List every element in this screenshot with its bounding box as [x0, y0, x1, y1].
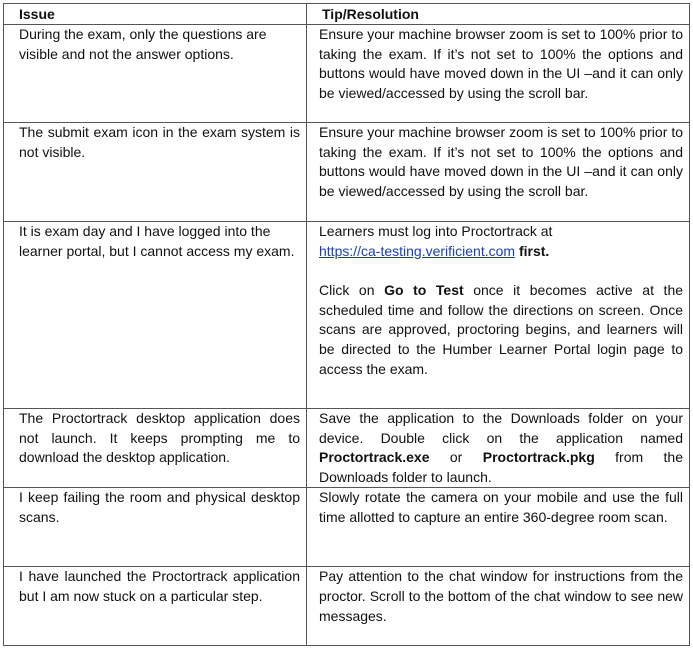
tip-text: Ensure your machine browser zoom is set to 100% prior to taking the exam. If it’s not set to 100% the options and buttons would have moved down in the UI –and it can only be viewed/accessed by using the scroll bar. [319, 124, 683, 199]
header-row [4, 4, 690, 25]
issue-cell [4, 567, 307, 646]
table-row [4, 123, 690, 222]
table-row [4, 488, 690, 567]
tip-text: Click on [319, 282, 385, 299]
tip-column-header [307, 4, 690, 25]
tip-text: Learners must log into Proctortrack at [319, 223, 553, 239]
pkg-filename: Proctortrack.pkg [482, 449, 595, 466]
go-to-test-emphasis: Go to Test [384, 282, 464, 299]
issue-cell [4, 488, 307, 567]
tip-cell [307, 222, 690, 409]
issue-cell [4, 123, 307, 222]
table-row [4, 567, 690, 646]
table-row [4, 222, 690, 409]
issue-text: The Proctortrack desktop application does not launch. It keeps prompting me to download the desktop application. [19, 410, 300, 466]
issue-cell [4, 222, 307, 409]
issue-text: It is exam day and I have logged into the learner portal, but I cannot access my exam. [19, 223, 295, 259]
issue-text: During the exam, only the questions are visible and not the answer options. [19, 26, 267, 62]
troubleshooting-table [3, 3, 690, 646]
issue-header-label: Issue [19, 6, 55, 22]
tip-text: Pay attention to the chat window for instructions from the proctor. Scroll to the bottom of the chat window to see new messages. [319, 568, 683, 624]
tip-paragraph-1 [319, 222, 683, 261]
tip-text: once it becomes active at the scheduled time and follow the directions on screen. Once scans are approved, proctoring begins, and learners will be directed to the Humber Learner Portal login page to access the exam. [319, 282, 684, 377]
tip-text: Slowly rotate the camera on your mobile and use the full time allotted to capture an entire 360-degree room scan. [319, 489, 683, 525]
proctortrack-link[interactable]: https://ca-testing.verificient.com [319, 242, 516, 259]
issue-cell [4, 409, 307, 488]
issue-column-header [4, 4, 307, 25]
tip-header-label: Tip/Resolution [322, 6, 419, 22]
tip-cell [307, 123, 690, 222]
tip-cell [307, 567, 690, 646]
issue-text: I have launched the Proctortrack application but I am now stuck on a particular step. [19, 568, 300, 604]
exe-filename: Proctortrack.exe [319, 449, 430, 466]
issue-cell [4, 25, 307, 123]
tip-text: Ensure your machine browser zoom is set to 100% prior to taking the exam. If it’s not set to 100% the options and buttons would have moved down in the UI –and it can only be viewed/accessed by using the scroll bar. [319, 26, 683, 101]
tip-cell [307, 409, 690, 488]
period: . [545, 242, 550, 259]
issue-text: I keep failing the room and physical desktop scans. [19, 489, 300, 525]
table-row [4, 25, 690, 123]
table-row [4, 409, 690, 488]
tip-text: Save the application to the Downloads folder on your device. Double click on the application named Proctortrack.exe or Proctortrack.pkg from the Downloads folder to launch. [319, 410, 683, 485]
tip-cell [307, 25, 690, 123]
tip-paragraph-2 [319, 281, 683, 379]
first-emphasis: first [518, 242, 546, 259]
issue-text: The submit exam icon in the exam system is not visible. [19, 124, 300, 160]
tip-cell [307, 488, 690, 567]
